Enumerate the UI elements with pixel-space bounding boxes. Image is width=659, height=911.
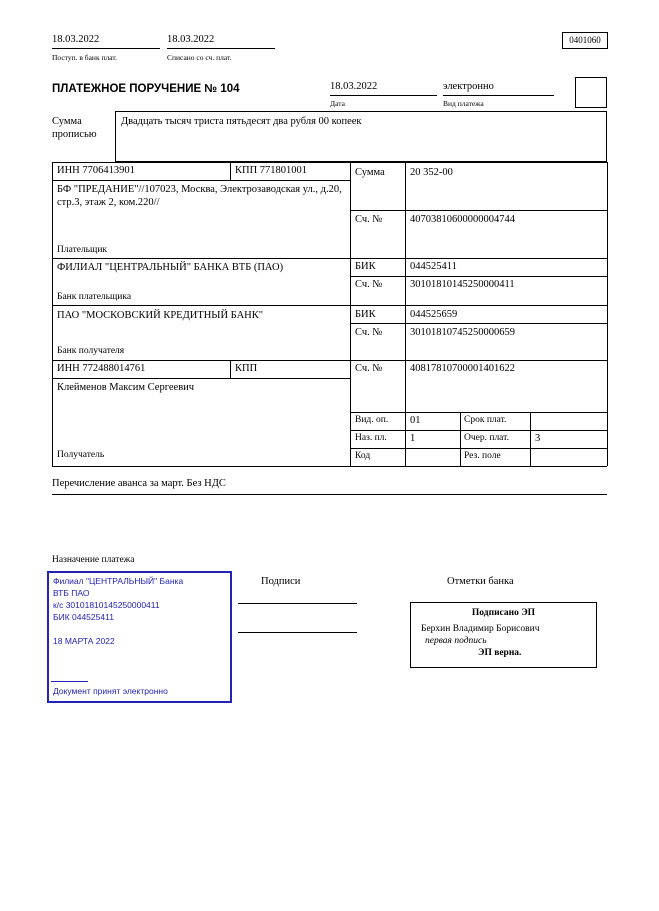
payment-kind-field	[443, 80, 554, 96]
operation-type-value: 01	[410, 415, 421, 426]
payer-bank-section-label: Банк плательщика	[57, 292, 132, 302]
signature-line-2	[238, 632, 357, 633]
payee-bank-account-label: Сч. №	[355, 327, 383, 338]
purpose-underline	[52, 494, 607, 495]
payment-type-box	[575, 77, 607, 108]
bank-marks-heading: Отметки банка	[447, 576, 514, 587]
grid-line	[52, 466, 607, 467]
purpose-code-label: Наз. пл.	[355, 433, 387, 443]
payment-kind-label: Вид платежа	[443, 99, 484, 108]
grid-line	[350, 412, 607, 413]
code-label: Код	[355, 451, 371, 461]
payee-bank-name: ПАО "МОСКОВСКИЙ КРЕДИТНЫЙ БАНК"	[57, 310, 264, 321]
payment-kind-value: электронно	[443, 81, 494, 92]
bank-stamp-line3: к/с 30101810145250000411	[53, 600, 160, 610]
grid-line	[607, 162, 608, 466]
payer-account-value: 40703810600000004744	[410, 214, 515, 225]
grid-line	[52, 258, 607, 259]
purpose-section-label: Назначение платежа	[52, 555, 135, 565]
form-code-box	[562, 32, 608, 49]
purpose-text: Перечисление аванса за март. Без НДС	[52, 478, 226, 489]
grid-line	[52, 378, 350, 379]
sum-value: 20 352-00	[410, 167, 453, 178]
payee-inn: ИНН 772488014761	[57, 363, 146, 374]
grid-line	[52, 162, 53, 466]
sum-label: Сумма	[355, 167, 385, 178]
payer-name: БФ "ПРЕДАНИЕ"//107023, Москва, Электрозаводская ул., д.20, стр.3, этаж 2, ком.220//	[57, 184, 342, 209]
grid-line	[230, 360, 231, 378]
payer-kpp: КПП 771801001	[235, 165, 308, 176]
payee-bank-bik-value: 044525659	[410, 309, 458, 320]
purpose-code-value: 1	[410, 433, 416, 444]
payer-account-label: Сч. №	[355, 214, 383, 225]
payment-priority-label: Очер. плат.	[464, 433, 509, 443]
payer-bank-name: ФИЛИАЛ "ЦЕНТРАЛЬНЫЙ" БАНКА ВТБ (ПАО)	[57, 262, 284, 273]
grid-line	[405, 162, 406, 466]
grid-line	[350, 276, 607, 277]
grid-line	[350, 162, 351, 466]
payee-bank-section-label: Банк получателя	[57, 346, 125, 356]
payee-section-label: Получатель	[57, 450, 105, 460]
grid-line	[52, 180, 350, 181]
grid-line	[52, 360, 607, 361]
payer-bank-account-label: Сч. №	[355, 279, 383, 290]
grid-line	[52, 162, 607, 163]
payer-bank-account-value: 30101810145250000411	[410, 279, 515, 290]
bank-stamp-date: 18 МАРТА 2022	[53, 636, 115, 646]
doc-title: ПЛАТЕЖНОЕ ПОРУЧЕНИЕ № 104	[52, 83, 240, 95]
grid-line	[530, 412, 531, 466]
payment-priority-value: 3	[535, 433, 541, 444]
amount-words-value: Двадцать тысяч триста пятьдесят два рубля 00 копеек	[121, 116, 362, 127]
signatures-heading: Подписи	[261, 576, 301, 587]
date-debited-value: 18.03.2022	[167, 34, 215, 45]
payment-term-label: Срок плат.	[464, 415, 507, 425]
grid-line	[350, 323, 607, 324]
payer-section-label: Плательщик	[57, 245, 108, 255]
esign-stamp-name: Берхин Владимир Борисович	[421, 624, 540, 634]
signature-line-1	[238, 603, 357, 604]
grid-line	[350, 430, 607, 431]
payee-name: Клейменов Максим Сергеевич	[57, 382, 195, 393]
form-code: 0401060	[569, 35, 601, 45]
operation-type-label: Вид. оп.	[355, 415, 389, 425]
date-received-value: 18.03.2022	[52, 34, 100, 45]
doc-date-field	[330, 80, 437, 96]
payee-account-value: 40817810700001401622	[410, 363, 515, 374]
amount-words-label-line2: прописью	[52, 129, 97, 140]
payee-bank-bik-label: БИК	[355, 309, 376, 320]
bank-stamp-line4: БИК 044525411	[53, 612, 114, 622]
payee-kpp-label: КПП	[235, 363, 258, 374]
amount-words-label-line1: Сумма	[52, 116, 82, 127]
bank-stamp-line2: ВТБ ПАО	[53, 588, 90, 598]
grid-line	[230, 162, 231, 180]
date-received-label: Поступ. в банк плат.	[52, 53, 117, 62]
payer-inn: ИНН 7706413901	[57, 165, 135, 176]
esign-stamp-title: Подписано ЭП	[471, 608, 536, 618]
grid-line	[460, 412, 461, 466]
payer-bank-bik-label: БИК	[355, 261, 376, 272]
grid-line	[350, 210, 607, 211]
payee-account-label: Сч. №	[355, 363, 383, 374]
esign-stamp-subtitle: первая подпись	[425, 636, 487, 646]
amount-words-box	[115, 111, 607, 162]
payer-bank-bik-value: 044525411	[410, 261, 457, 272]
payee-bank-account-value: 30101810745250000659	[410, 327, 515, 338]
grid-line	[52, 305, 607, 306]
doc-date-label: Дата	[330, 99, 345, 108]
bank-stamp-line6: Документ принят электронно	[53, 686, 168, 696]
date-debited-label: Списано со сч. плат.	[167, 53, 232, 62]
reserve-field-label: Рез. поле	[464, 451, 501, 461]
bank-stamp-line1: Филиал "ЦЕНТРАЛЬНЫЙ" Банка	[53, 576, 184, 586]
date-debited-field	[167, 33, 275, 49]
esign-stamp-status: ЭП верна.	[478, 648, 522, 658]
doc-date-value: 18.03.2022	[330, 81, 378, 92]
bank-stamp-divider	[51, 681, 88, 682]
grid-line	[350, 448, 607, 449]
date-received-field	[52, 33, 160, 49]
